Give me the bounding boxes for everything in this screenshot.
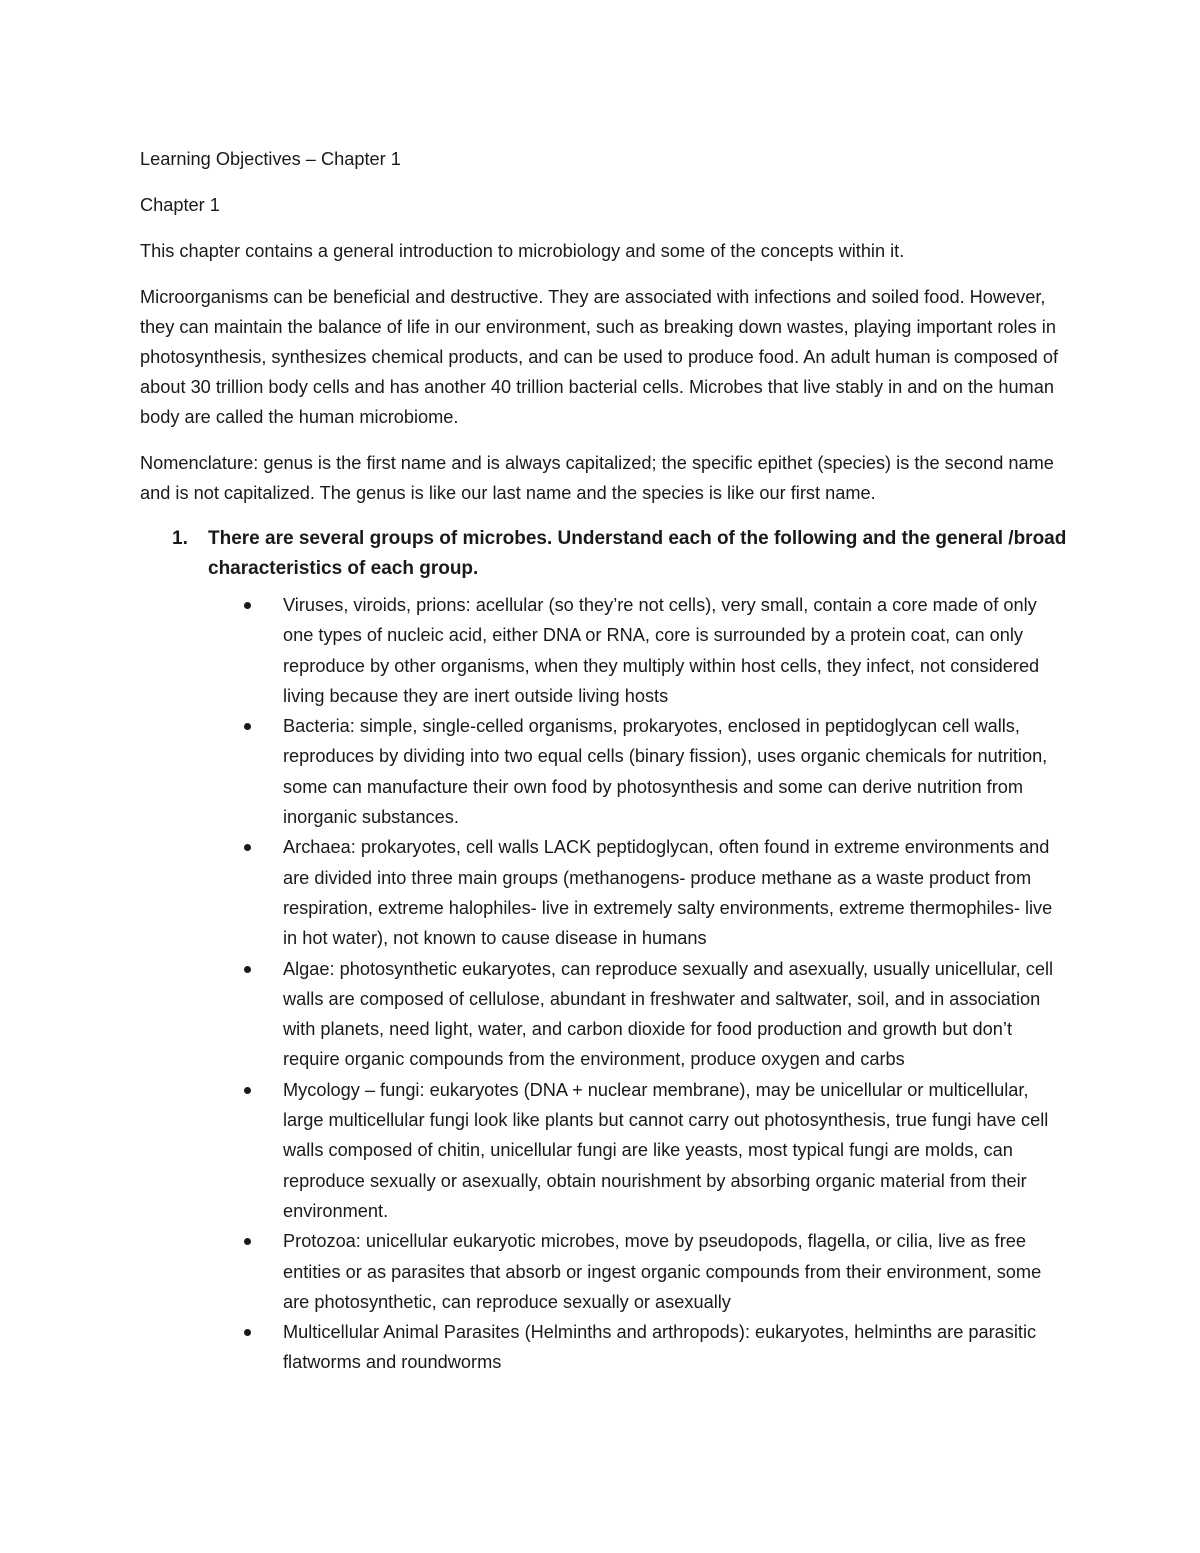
list-item [140, 1075, 1070, 1226]
bullet-icon [244, 1087, 251, 1094]
list-item [140, 832, 1070, 953]
list-item [140, 1226, 1070, 1317]
bullet-icon [244, 1329, 251, 1336]
group-text: Archaea: prokaryotes, cell walls LACK peptidoglycan, often found in extreme environments and are divided into three main groups (methanogens- produce methane as a waste product from respiration, extreme halophiles- live in extremely salty environments, extreme thermophiles- live in hot water), not known to cause disease in humans [283, 837, 1053, 949]
bullet-icon [244, 844, 251, 851]
intro-paragraph: This chapter contains a general introduction to microbiology and some of the concepts within it. [140, 241, 905, 261]
list-item [140, 590, 1070, 711]
group-text: Mycology – fungi: eukaryotes (DNA + nuclear membrane), may be unicellular or multicellular, large multicellular fungi look like plants but cannot carry out photosynthesis, true fungi have cell walls composed of chitin, unicellular fungi are like yeasts, most typical fungi are molds, can reproduce sexually or asexually, obtain nourishment by absorbing organic material from their environment. [283, 1079, 1049, 1221]
chapter-label: Chapter 1 [140, 195, 220, 215]
group-text: Viruses, viroids, prions: acellular (so they’re not cells), very small, contain a core made of only one types of nucleic acid, either DNA or RNA, core is surrounded by a protein coat, can only reproduce by other organisms, when they multiply within host cells, they infect, not considered living because they are inert outside living hosts [283, 595, 1040, 706]
bullet-icon [244, 966, 251, 973]
objective-text: There are several groups of microbes. Understand each of the following and the general /broad characteristics of each group. [208, 528, 1067, 579]
microbe-groups-list [140, 590, 1070, 1378]
objective-item [138, 524, 1070, 584]
objectives-list [140, 524, 1070, 584]
group-text: Bacteria: simple, single-celled organisms, prokaryotes, enclosed in peptidoglycan cell walls, reproduces by dividing into two equal cells (binary fission), uses organic chemicals for nutrition, some can manufacture their own food by photosynthesis and some can derive nutrition from inorganic substances. [283, 716, 1048, 828]
group-text: Protozoa: unicellular eukaryotic microbes, move by pseudopods, flagella, or cilia, live as free entities or as parasites that absorb or ingest organic compounds from their environment, some are photosynthetic, can reproduce sexually or asexually [283, 1231, 1042, 1312]
nomenclature-paragraph: Nomenclature: genus is the first name and is always capitalized; the specific epithet (species) is the second name and is not capitalized. The genus is like our last name and the species is like our first name. [140, 453, 1054, 503]
bullet-icon [244, 723, 251, 730]
list-item [140, 711, 1070, 832]
bullet-icon [244, 1238, 251, 1245]
document-page [140, 144, 1070, 1378]
microorganisms-paragraph: Microorganisms can be beneficial and destructive. They are associated with infections and soiled food. However, they can maintain the balance of life in our environment, such as breaking down wastes, playing important roles in photosynthesis, synthesizes chemical products, and can be used to produce food. An adult human is composed of about 30 trillion body cells and has another 40 trillion bacterial cells. Microbes that live stably in and on the human body are called the human microbiome. [140, 287, 1059, 427]
list-item [140, 1317, 1070, 1378]
document-title: Learning Objectives – Chapter 1 [140, 149, 401, 169]
bullet-icon [244, 602, 251, 609]
list-item [140, 954, 1070, 1075]
group-text: Algae: photosynthetic eukaryotes, can reproduce sexually and asexually, usually unicellular, cell walls are composed of cellulose, abundant in freshwater and saltwater, soil, and in association with planets, need light, water, and carbon dioxide for food production and growth but don’t require organic compounds from the environment, produce oxygen and carbs [283, 958, 1054, 1070]
group-text: Multicellular Animal Parasites (Helminths and arthropods): eukaryotes, helminths are parasitic flatworms and roundworms [283, 1322, 1037, 1373]
objective-number: 1. [172, 528, 188, 549]
